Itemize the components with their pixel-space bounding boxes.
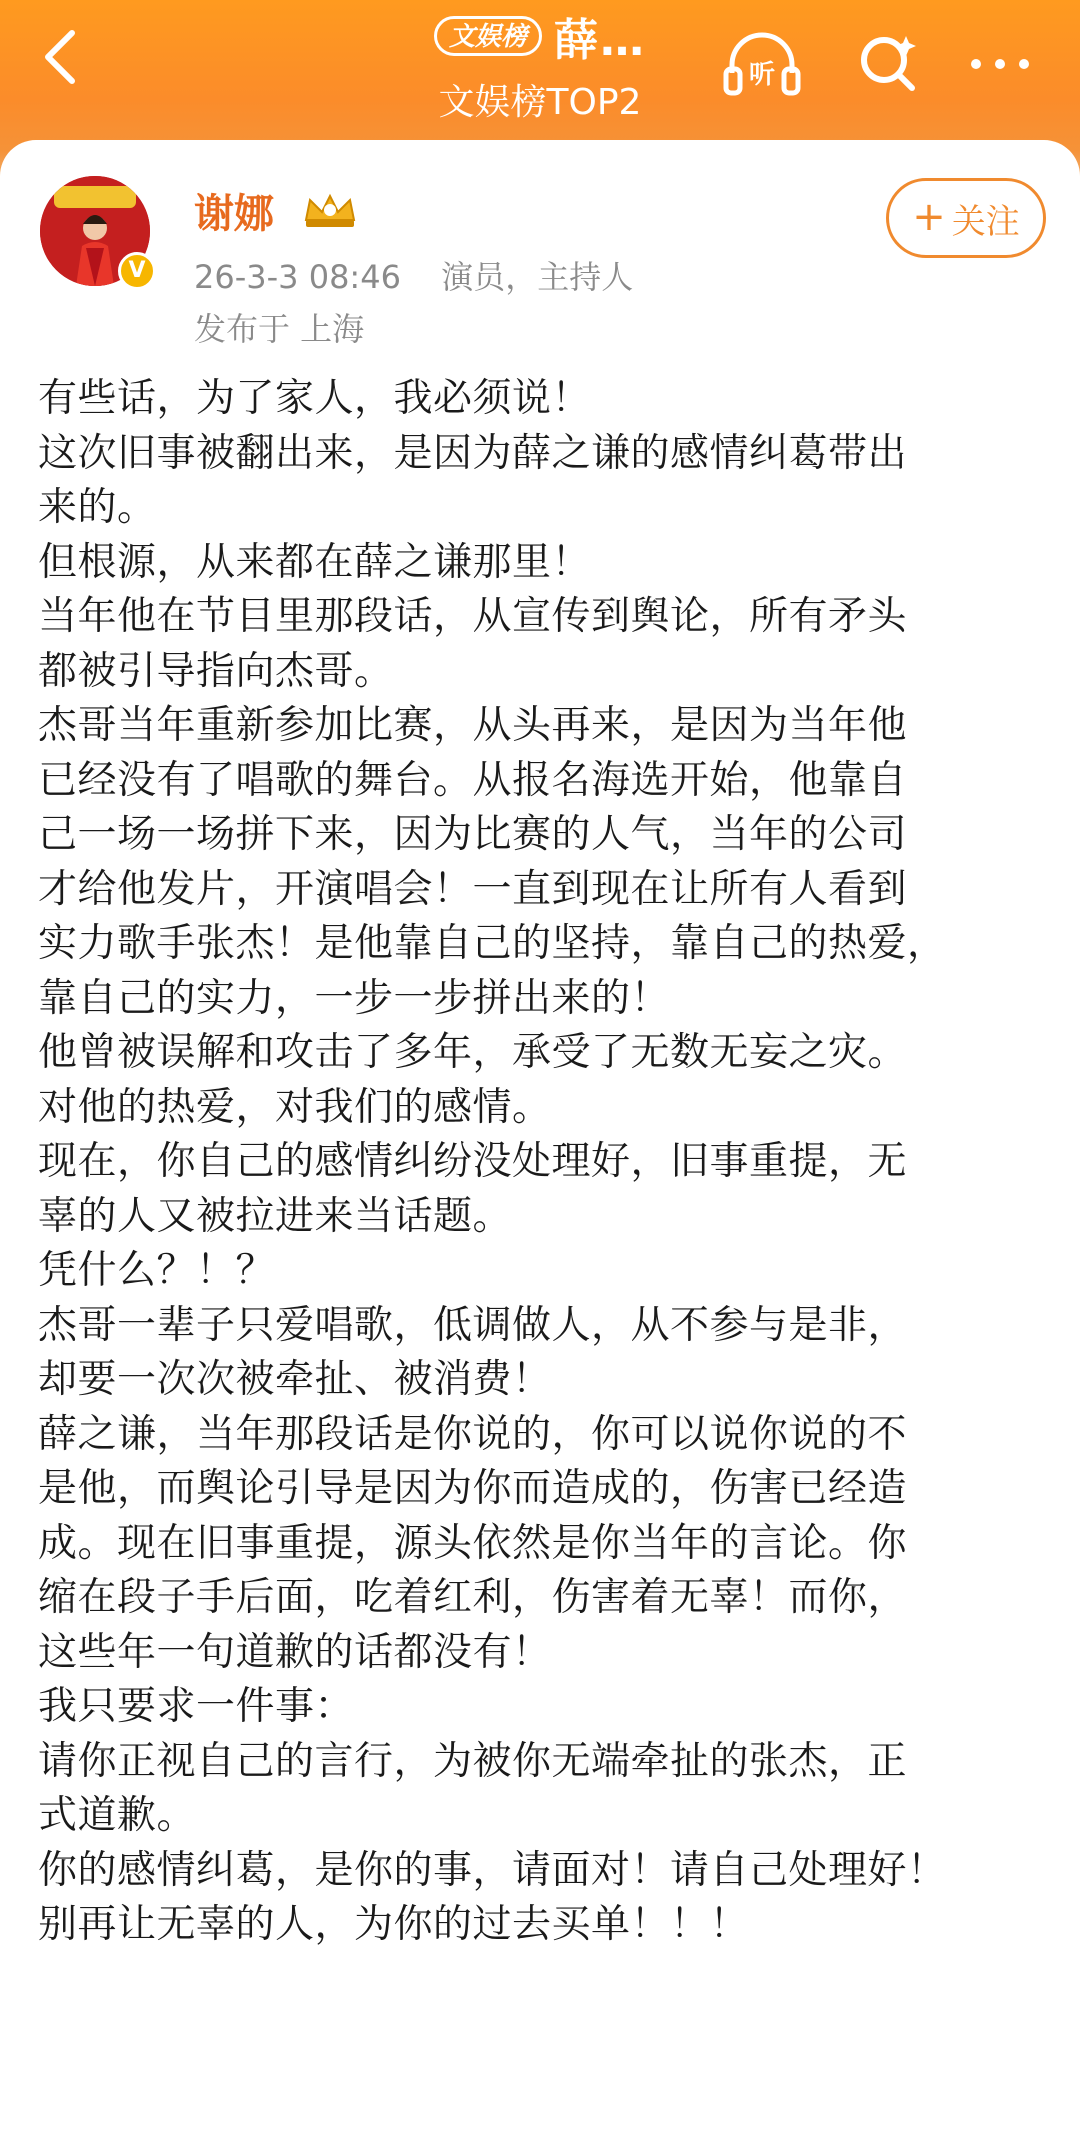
ranking-badge: 文娱榜 — [434, 16, 542, 56]
post-line: 是他，而舆论引导是因为你而造成的，伤害已经造 — [38, 1466, 908, 1511]
verified-badge: V — [118, 252, 156, 290]
post-timestamp: 26-3-3 08:46 — [194, 258, 401, 296]
top-bar — [0, 0, 1080, 150]
post-line: 来的。 — [38, 485, 157, 530]
post-line: 辜的人又被拉进来当话题。 — [38, 1193, 513, 1239]
post-line: 有些话，为了家人，我必须说！ — [38, 376, 592, 421]
post-line: 当年他在节目里那段话，从宣传到舆论，所有矛头 — [38, 594, 908, 639]
post-line: 这次旧事被翻出来，是因为薛之谦的感情纠葛带出 — [38, 430, 908, 476]
post-line: 薛之谦，当年那段话是你说的，你可以说你说的不 — [38, 1411, 908, 1457]
post-body — [38, 372, 1048, 1953]
post-line: 已经没有了唱歌的舞台。从报名海选开始，他靠自 — [38, 757, 908, 803]
post-line: 杰哥当年重新参加比赛，从头再来，是因为当年他 — [38, 703, 908, 748]
search-button[interactable] — [848, 24, 928, 104]
post-line: 缩在段子手后面，吃着红利，伤害着无辜！而你， — [38, 1575, 908, 1620]
post-line: 式道歉。 — [38, 1793, 197, 1838]
ranking-subtitle: 文娱榜TOP2 — [438, 82, 642, 123]
post-line: 请你正视自己的言行，为被你无端牵扯的张杰，正 — [38, 1738, 908, 1784]
post-line: 别再让无辜的人，为你的过去买单！！！ — [38, 1902, 750, 1947]
vip-crown-icon — [300, 190, 360, 230]
plus-icon: + — [912, 194, 946, 240]
listen-label: 听 — [748, 60, 776, 90]
author-name[interactable]: 谢娜 — [194, 191, 274, 237]
post-line: 成。现在旧事重提，源头依然是你当年的言论。你 — [38, 1520, 908, 1566]
more-dots-icon — [968, 54, 1032, 74]
post-line: 对他的热爱，对我们的感情。 — [38, 1084, 552, 1130]
headphones-icon — [722, 29, 802, 99]
post-line: 都被引导指向杰哥。 — [38, 648, 394, 694]
post-line: 他曾被误解和攻击了多年，承受了无数无妄之灾。 — [38, 1030, 908, 1075]
post-line: 才给他发片，开演唱会！一直到现在让所有人看到 — [38, 866, 908, 912]
post-line: 但根源，从来都在薛之谦那里！ — [38, 539, 592, 585]
post-line: 你的感情纠葛，是你的事，请面对！请自己处理好！ — [38, 1847, 947, 1893]
author-role: 演员，主持人 — [441, 258, 634, 296]
post-line: 靠自己的实力，一步一步拼出来的！ — [38, 975, 671, 1021]
post-line: 杰哥一辈子只爱唱歌，低调做人，从不参与是非， — [38, 1302, 908, 1348]
topic-title: 薛… — [554, 15, 646, 66]
post-line: 己一场一场拼下来，因为比赛的人气，当年的公司 — [38, 812, 908, 857]
post-card — [0, 140, 1080, 2140]
post-location: 发布于 上海 — [194, 310, 365, 348]
listen-button[interactable] — [722, 24, 802, 104]
post-line: 凭什么？！？ — [38, 1248, 276, 1293]
post-line: 实力歌手张杰！是他靠自己的坚持，靠自己的热爱， — [38, 921, 947, 966]
post-meta — [194, 252, 633, 298]
post-line: 却要一次次被牵扯、被消费！ — [38, 1357, 552, 1402]
follow-button[interactable] — [886, 178, 1046, 258]
post-line: 我只要求一件事： — [38, 1684, 355, 1729]
follow-label: 关注 — [951, 201, 1020, 242]
post-line: 这些年一句道歉的话都没有！ — [38, 1629, 552, 1675]
search-icon — [856, 32, 920, 96]
more-button[interactable] — [960, 24, 1040, 104]
post-line: 现在，你自己的感情纠纷没处理好，旧事重提，无 — [38, 1139, 908, 1184]
